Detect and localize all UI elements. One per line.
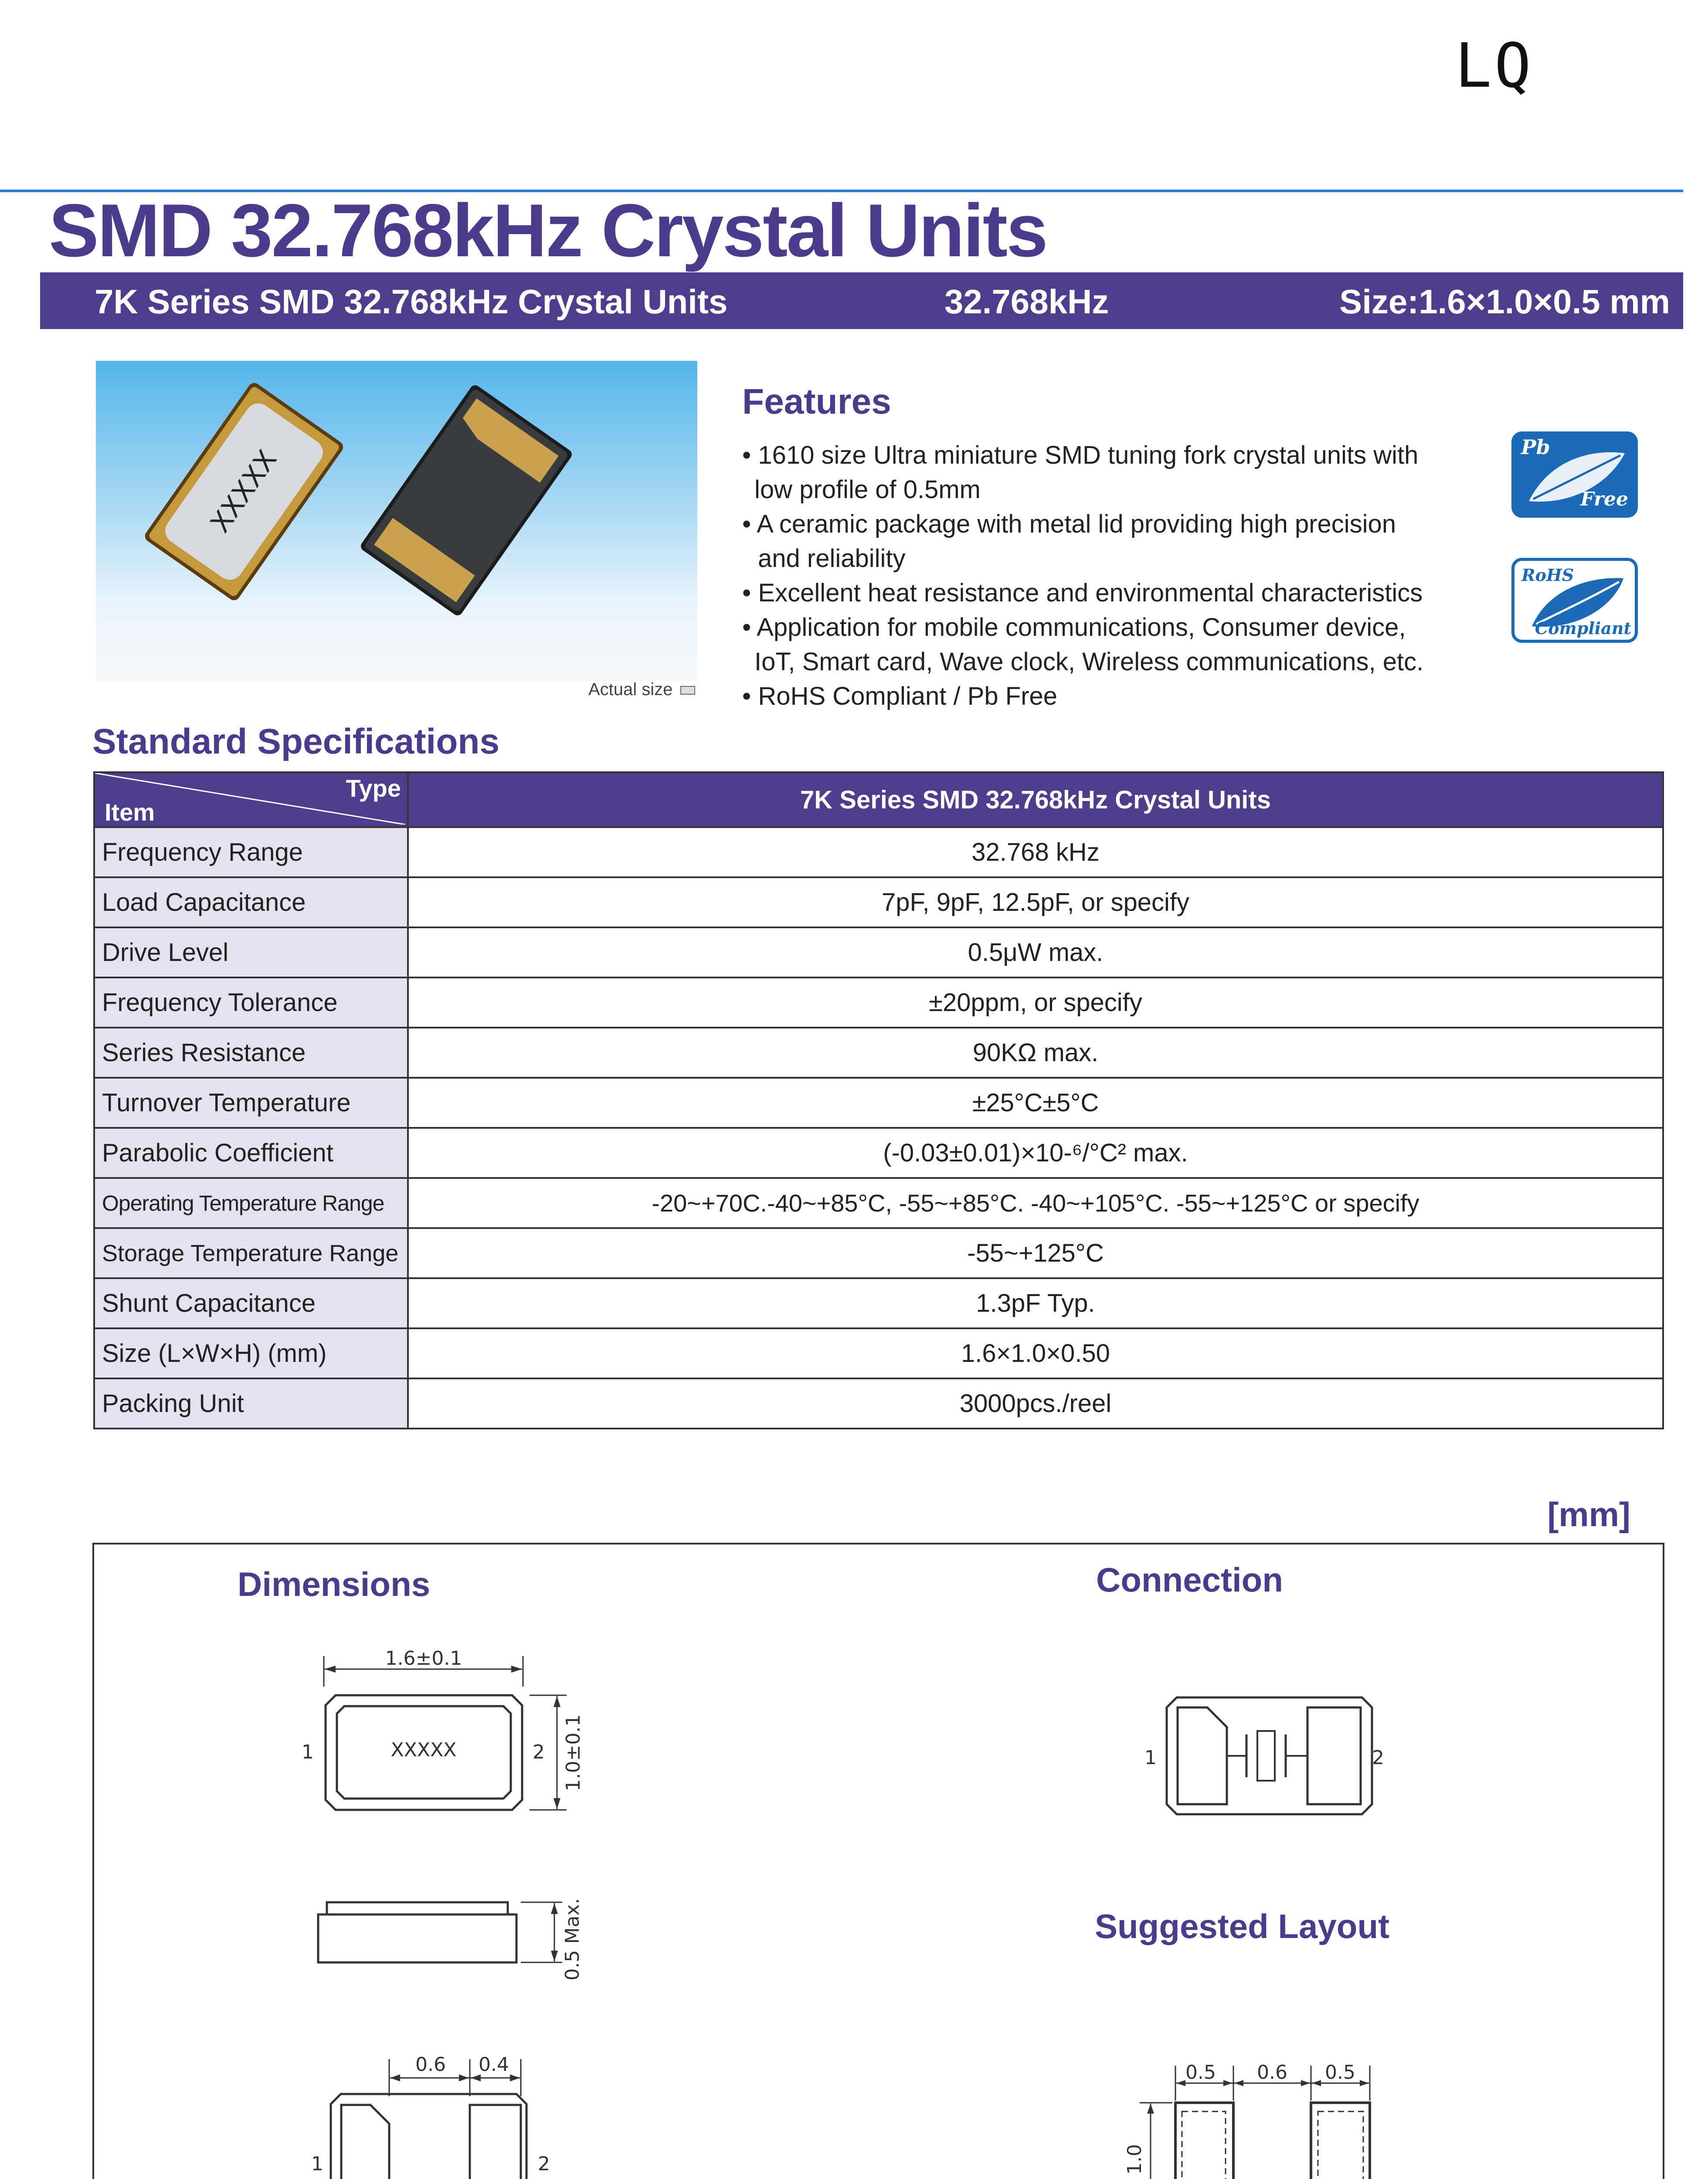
top-pin1: 1	[302, 1741, 314, 1763]
spec-item: Load Capacitance	[94, 877, 408, 927]
spec-value: 7pF, 9pF, 12.5pF, or specify	[408, 877, 1663, 927]
spec-value: 90KΩ max.	[408, 1028, 1663, 1078]
spec-item: Turnover Temperature	[94, 1078, 408, 1128]
spec-value: -20~+70C.-40~+85°C, -55~+85°C. -40~+105°C. -55~+125°C or specify	[408, 1178, 1663, 1228]
bottom-view-drawing	[311, 2053, 550, 2179]
spec-item: Packing Unit	[94, 1378, 408, 1429]
top-view-drawing	[302, 1647, 584, 1810]
spec-value: (-0.03±0.01)×10-⁶/°C² max.	[408, 1128, 1663, 1178]
free-label: Free	[1580, 488, 1628, 510]
connection-heading: Connection	[1096, 1561, 1283, 1599]
spec-item: Shunt Capacitance	[94, 1278, 408, 1328]
page-title: SMD 32.768kHz Crystal Units	[49, 189, 1047, 272]
unit-label: [mm]	[1547, 1495, 1630, 1534]
layout-dim-left: 0.5	[1185, 2061, 1216, 2084]
spec-item: Operating Temperature Range	[94, 1178, 408, 1228]
band-size: Size:1.6×1.0×0.5 mm	[1339, 282, 1670, 321]
spec-value: ±25°C±5°C	[408, 1078, 1663, 1128]
layout-dim-height: 1.0	[1124, 2144, 1146, 2175]
spec-item: Size (L×W×H) (mm)	[94, 1328, 408, 1378]
feature-line: • A ceramic package with metal lid providing high precision	[742, 510, 1396, 538]
connection-drawing	[1144, 1697, 1384, 1814]
top-pin2: 2	[533, 1741, 545, 1763]
specs-heading: Standard Specifications	[92, 722, 500, 761]
spec-value: 1.6×1.0×0.50	[408, 1328, 1663, 1378]
type-header: 7K Series SMD 32.768kHz Crystal Units	[408, 772, 1663, 827]
feature-line: • Excellent heat resistance and environmental characteristics	[742, 579, 1423, 607]
spec-item: Drive Level	[94, 927, 408, 977]
dimensions-heading: Dimensions	[238, 1565, 431, 1603]
company-logo: LQ	[1455, 31, 1534, 102]
spec-value: ±20ppm, or specify	[408, 977, 1663, 1028]
compliant-label: Compliant	[1535, 618, 1631, 638]
pad-a-label: 0.6	[415, 2053, 446, 2076]
spec-item: Frequency Range	[94, 827, 408, 877]
spec-value: -55~+125°C	[408, 1228, 1663, 1278]
spec-item: Series Resistance	[94, 1028, 408, 1078]
corner-item-label: Item	[105, 798, 155, 826]
top-marking: XXXXX	[390, 1739, 457, 1761]
spec-value: 32.768 kHz	[408, 827, 1663, 877]
feature-line: • RoHS Compliant / Pb Free	[742, 682, 1058, 710]
actual-size-label: Actual size	[588, 680, 673, 699]
side-height-label: 0.5 Max.	[561, 1898, 584, 1981]
connection-pin1: 1	[1144, 1747, 1157, 1769]
spec-item: Frequency Tolerance	[94, 977, 408, 1028]
feature-line: • 1610 size Ultra miniature SMD tuning fork crystal units with	[742, 441, 1419, 469]
band-frequency: 32.768kHz	[944, 282, 1109, 321]
spec-item: Storage Temperature Range	[94, 1228, 408, 1278]
feature-line: • Application for mobile communications, Consumer device,	[742, 613, 1406, 641]
band-series: 7K Series SMD 32.768kHz Crystal Units	[95, 282, 728, 321]
bottom-pin1: 1	[311, 2153, 323, 2175]
connection-pin2: 2	[1372, 1747, 1384, 1769]
spec-item: Parabolic Coefficient	[94, 1128, 408, 1178]
feature-line: and reliability	[758, 544, 906, 573]
photo-marking: XXXXX	[204, 444, 283, 539]
pb-label: Pb	[1521, 435, 1550, 459]
feature-line: IoT, Smart card, Wave clock, Wireless communications, etc.	[754, 648, 1424, 676]
corner-type-label: Type	[346, 774, 401, 802]
spec-value: 1.3pF Typ.	[408, 1278, 1663, 1328]
spec-value: 0.5μW max.	[408, 927, 1663, 977]
top-width-label: 1.6±0.1	[385, 1647, 462, 1670]
features-heading: Features	[742, 382, 891, 421]
rohs-label: RoHS	[1521, 565, 1574, 585]
bottom-pin2: 2	[538, 2153, 550, 2175]
layout-dim-mid: 0.6	[1257, 2061, 1287, 2084]
feature-line: low profile of 0.5mm	[754, 475, 981, 504]
layout-drawing	[1124, 2061, 1408, 2179]
layout-heading: Suggested Layout	[1095, 1907, 1390, 1945]
top-height-label: 1.0±0.1	[562, 1714, 584, 1792]
layout-dim-right: 0.5	[1325, 2061, 1355, 2084]
pad-b-label: 0.4	[479, 2053, 509, 2076]
side-view-drawing	[318, 1898, 584, 1981]
spec-value: 3000pcs./reel	[408, 1378, 1663, 1429]
